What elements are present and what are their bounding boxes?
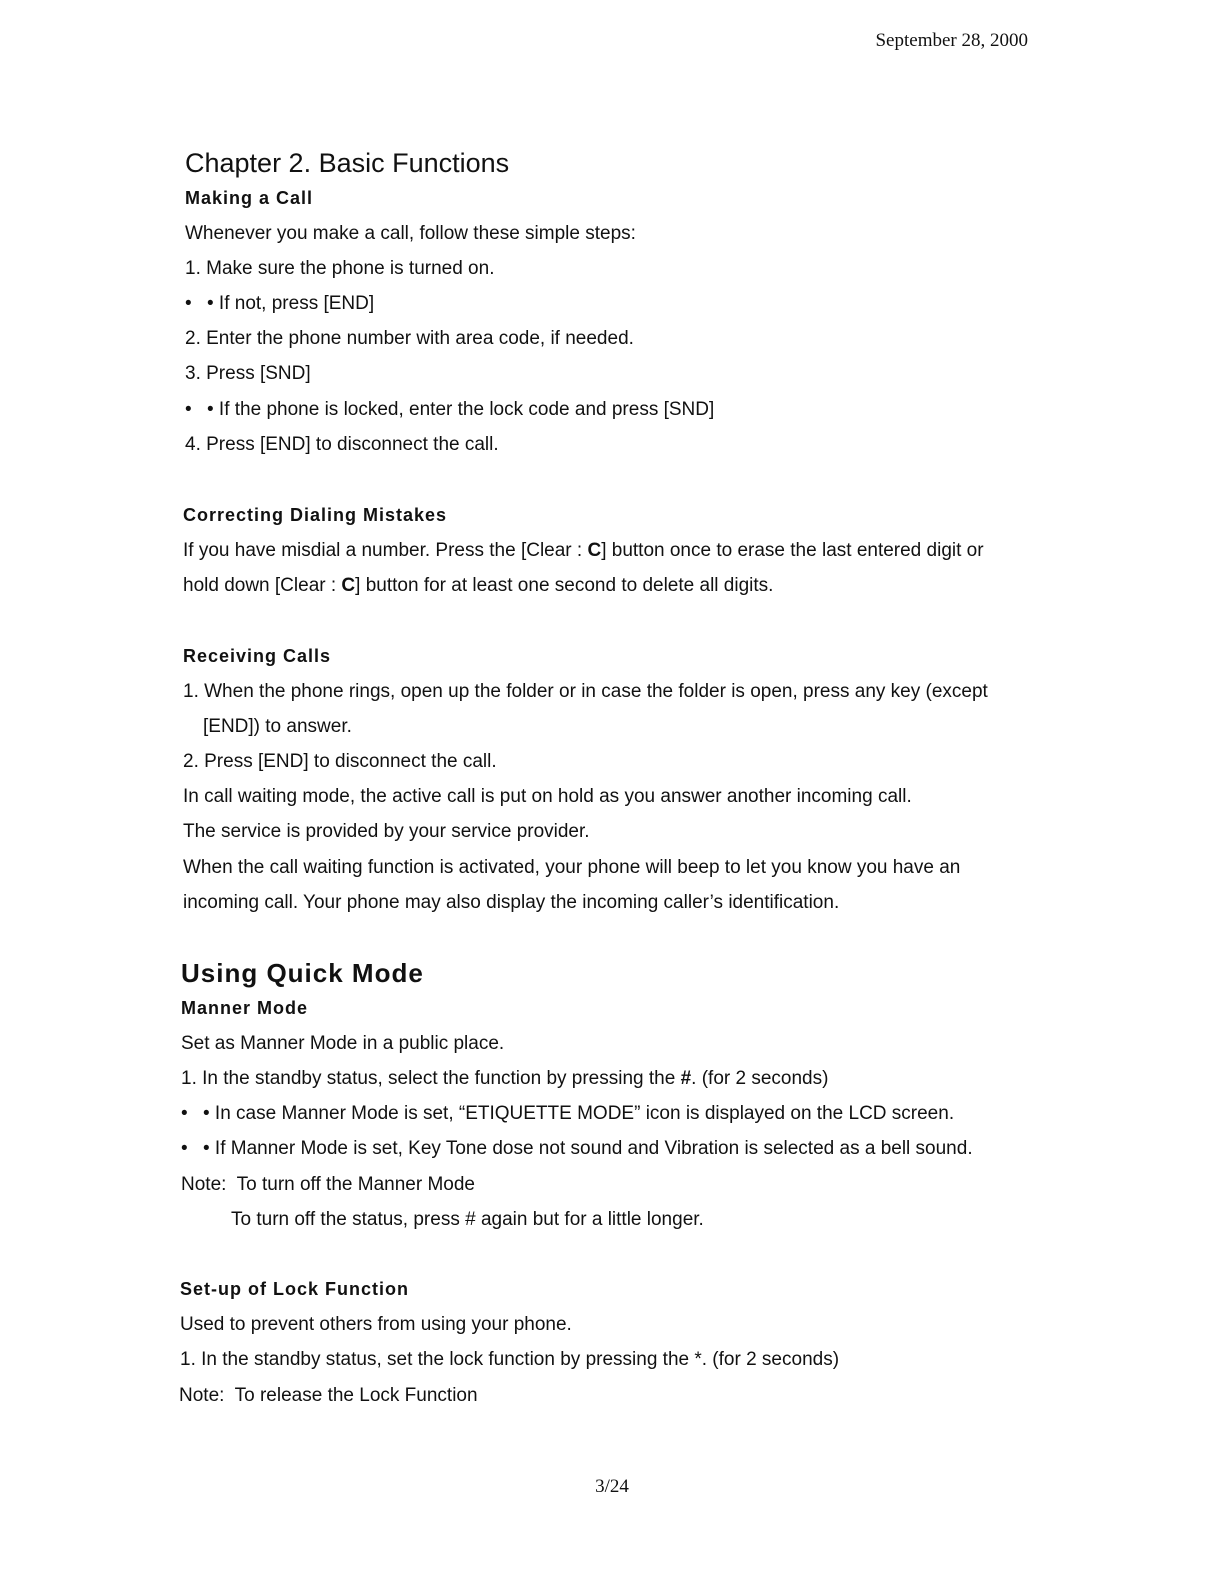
manner-mode-intro: Set as Manner Mode in a public place. [181, 1033, 505, 1054]
page-number: 3/24 [595, 1476, 629, 1497]
correcting-line-1 [183, 538, 984, 564]
hash-key-label: # [680, 1068, 692, 1089]
bullet-text: • If the phone is locked, enter the lock code and press [SND] [207, 399, 715, 420]
receiving-step-2: 2. Press [END] to disconnect the call. [183, 751, 497, 772]
bullet-marker: • [185, 293, 192, 314]
bullet-marker: • [181, 1103, 188, 1124]
making-call-bullet-2 [185, 397, 714, 423]
bullet-text: • In case Manner Mode is set, “ETIQUETTE MODE” icon is displayed on the LCD screen. [203, 1103, 955, 1124]
making-call-step-2: 2. Enter the phone number with area code, if needed. [185, 328, 634, 349]
text-segment: 1. In the standby status, select the function by pressing the [181, 1068, 681, 1089]
receiving-para-3-line-1: When the call waiting function is activated, your phone will beep to let you know you have an [183, 857, 961, 878]
making-call-intro: Whenever you make a call, follow these simple steps: [185, 223, 636, 244]
text-segment: . (for 2 seconds) [691, 1068, 829, 1089]
clear-key-label: C [587, 540, 602, 561]
manner-mode-step-1 [181, 1066, 828, 1092]
text-segment: If you have misdial a number. Press the [Clear : [183, 540, 588, 561]
correcting-heading: Correcting Dialing Mistakes [183, 505, 448, 525]
receiving-step-1-line-2: [END]) to answer. [203, 716, 352, 737]
chapter-title: Chapter 2. Basic Functions [185, 148, 510, 178]
quick-mode-heading: Using Quick Mode [181, 958, 424, 988]
bullet-text: • If not, press [END] [207, 293, 375, 314]
receiving-para-3-line-2: incoming call. Your phone may also display the incoming caller’s identification. [183, 892, 840, 913]
making-call-bullet-1 [185, 291, 374, 317]
lock-function-note: Note: To release the Lock Function [179, 1385, 478, 1406]
manner-mode-heading: Manner Mode [181, 998, 309, 1018]
text-segment: ] button once to erase the last entered digit or [601, 540, 984, 561]
receiving-para-1: In call waiting mode, the active call is put on hold as you answer another incoming call. [183, 786, 912, 807]
manner-mode-bullet-1 [181, 1101, 954, 1127]
receiving-para-2: The service is provided by your service provider. [183, 821, 590, 842]
making-call-heading: Making a Call [185, 188, 314, 208]
lock-function-step-1: 1. In the standby status, set the lock function by pressing the *. (for 2 seconds) [180, 1349, 840, 1370]
text-segment: hold down [Clear : [183, 575, 342, 596]
making-call-step-3: 3. Press [SND] [185, 363, 311, 384]
manner-mode-note: Note: To turn off the Manner Mode [181, 1174, 475, 1195]
manner-mode-note-detail: To turn off the status, press # again but for a little longer. [231, 1209, 704, 1230]
correcting-line-2 [183, 573, 773, 599]
bullet-text: • If Manner Mode is set, Key Tone dose not sound and Vibration is selected as a bell sound. [203, 1138, 973, 1159]
lock-function-heading: Set-up of Lock Function [180, 1279, 409, 1299]
receiving-step-1-line-1: 1. When the phone rings, open up the folder or in case the folder is open, press any key (except [183, 681, 988, 702]
bullet-marker: • [185, 399, 192, 420]
lock-function-intro: Used to prevent others from using your phone. [180, 1314, 572, 1335]
making-call-step-1: 1. Make sure the phone is turned on. [185, 258, 495, 279]
manner-mode-bullet-2 [181, 1136, 973, 1162]
text-segment: ] button for at least one second to delete all digits. [355, 575, 774, 596]
clear-key-label: C [341, 575, 356, 596]
page-date: September 28, 2000 [875, 30, 1028, 51]
receiving-heading: Receiving Calls [183, 646, 332, 666]
bullet-marker: • [181, 1138, 188, 1159]
making-call-step-4: 4. Press [END] to disconnect the call. [185, 434, 499, 455]
